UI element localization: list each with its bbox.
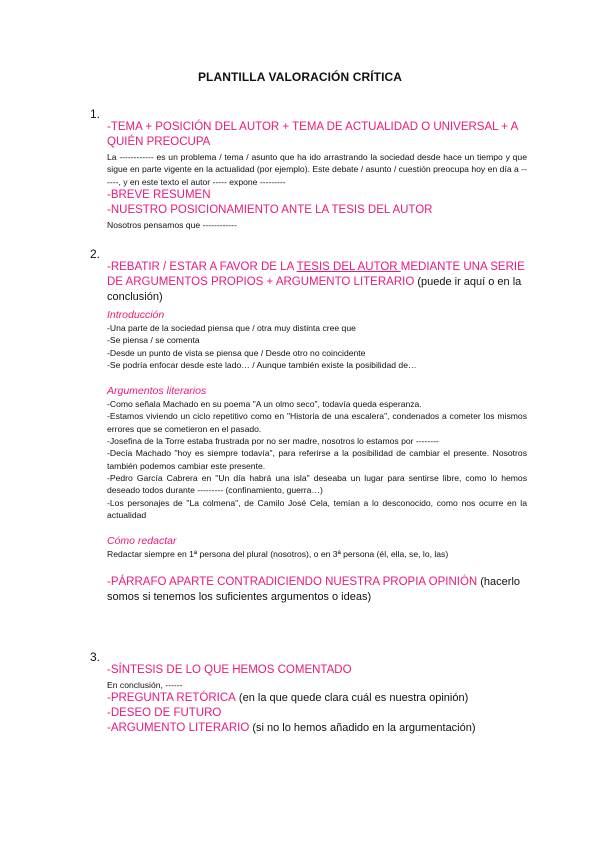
s1-heading-resumen: -BREVE RESUMEN bbox=[107, 188, 211, 201]
s2-heading-part-c: MEDIANTE UNA SERIE DE ARGUMENTOS PROPIOS + ARGUMENTO LITERARIO bbox=[107, 261, 525, 288]
s1-paragraph-pensamos: Nosotros pensamos que ------------ bbox=[107, 219, 237, 230]
intro-item: -Desde un punto de vista se piensa que / Desde otro no coincidente bbox=[107, 347, 366, 358]
section-3 bbox=[107, 663, 527, 736]
s2-heading-note: (puede ir aquí o en la conclusión) bbox=[107, 276, 522, 303]
s3-paragraph-conclusion: En conclusión, ------ bbox=[107, 680, 183, 690]
arg-item: -Josefina de la Torre estaba frustrada por no ser madre, nosotros lo estamos por -------- bbox=[107, 436, 439, 447]
s2-heading-part-a: -REBATIR / ESTAR A FAVOR DE LA bbox=[107, 261, 297, 273]
s1-heading-posicionamiento: -NUESTRO POSICIONAMIENTO ANTE LA TESIS DEL AUTOR bbox=[107, 203, 433, 216]
intro-item: -Una parte de la sociedad piensa que / otra muy distinta cree que bbox=[107, 323, 356, 333]
intro-item: -Se piensa / se comenta bbox=[107, 335, 200, 346]
s2-label-como-redactar: Cómo redactar bbox=[107, 535, 177, 548]
s3-heading-sintesis: -SÍNTESIS DE LO QUE HEMOS COMENTADO bbox=[107, 664, 352, 676]
section-1 bbox=[107, 120, 527, 231]
section-2-number: 2. bbox=[90, 247, 101, 261]
s2-paragraph-como-redactar: Redactar siempre en 1ª persona del plural (nosotros), o en 3ª persona (él, ella, se, lo, las) bbox=[107, 549, 449, 560]
s2-heading-rebatir bbox=[107, 260, 527, 305]
s2-args-list bbox=[107, 398, 527, 521]
s2-heading-parrafo-aparte bbox=[107, 575, 527, 605]
arg-item: -Estamos viviendo un ciclo repetitivo como en "Historia de una escalera", condenados a cometer los mismos errores que se cometieron en el pasado. bbox=[107, 411, 527, 434]
s2-parrafo-label: -PÁRRAFO APARTE CONTRADICIENDO NUESTRA PROPIA OPINIÓN bbox=[107, 576, 478, 589]
s1-heading-tema: -TEMA + POSICIÓN DEL AUTOR + TEMA DE ACTUALIDAD O UNIVERSAL + A QUIÉN PREOCUPA bbox=[107, 121, 518, 148]
s2-heading-tesis-underlined: TESIS DEL AUTOR bbox=[296, 261, 401, 273]
s3-heading-argumento bbox=[107, 721, 527, 736]
intro-item: -Se podría enfocar desde este lado… / Aunque también existe la posibilidad de… bbox=[107, 359, 417, 370]
s3-heading-pregunta bbox=[107, 691, 527, 706]
arg-item: -Los personajes de "La colmena", de Camilo José Cela, temían a lo desconocido, como nos ocurre en la actualidad bbox=[107, 497, 527, 520]
s3-argumento-label: -ARGUMENTO LITERARIO bbox=[107, 722, 250, 735]
section-3-number: 3. bbox=[90, 650, 101, 664]
s2-label-introduccion: Introducción bbox=[107, 309, 165, 321]
s3-pregunta-note: (en la que quede clara cuál es nuestra opinión) bbox=[235, 692, 469, 705]
s3-argumento-note: (si no lo hemos añadido en la argumentación) bbox=[249, 722, 476, 735]
section-1-number: 1. bbox=[90, 107, 101, 121]
s2-parrafo-note: (hacerlo somos si tenemos los suficientes argumentos o ideas) bbox=[107, 576, 520, 604]
s2-label-argumentos: Argumentos literarios bbox=[107, 385, 207, 398]
arg-item: -Decía Machado "hoy es siempre todavía", para referirse a la posibilidad de cambiar el presente. Nosotros también podemos cambiar este presente. bbox=[107, 448, 527, 471]
s3-pregunta-label: -PREGUNTA RETÓRICA bbox=[107, 692, 236, 705]
section-2 bbox=[107, 260, 527, 605]
s1-paragraph-intro: La ------------ es un problema / tema / asunto que ha ido arrastrando la sociedad desde hace un tiempo y que sigue en parte vigente en la actualidad (por ejemplo). Este debate / asunto / cuestión preocupa hoy en día a ------, y en este texto el autor ----- expone --------- bbox=[107, 152, 527, 187]
arg-item: -Pedro García Cabrera en "Un día habrá una isla" deseaba un lugar para sentirse libre, como lo hemos deseado todos durante --------- (confinamiento, guerra…) bbox=[107, 472, 527, 496]
arg-item: -Como señala Machado en su poema "A un olmo seco", todavía queda esperanza. bbox=[107, 399, 422, 410]
s2-intro-list bbox=[107, 322, 527, 371]
page-title: PLANTILLA VALORACIÓN CRÍTICA bbox=[197, 70, 403, 84]
s3-heading-deseo: -DESEO DE FUTURO bbox=[107, 707, 222, 720]
